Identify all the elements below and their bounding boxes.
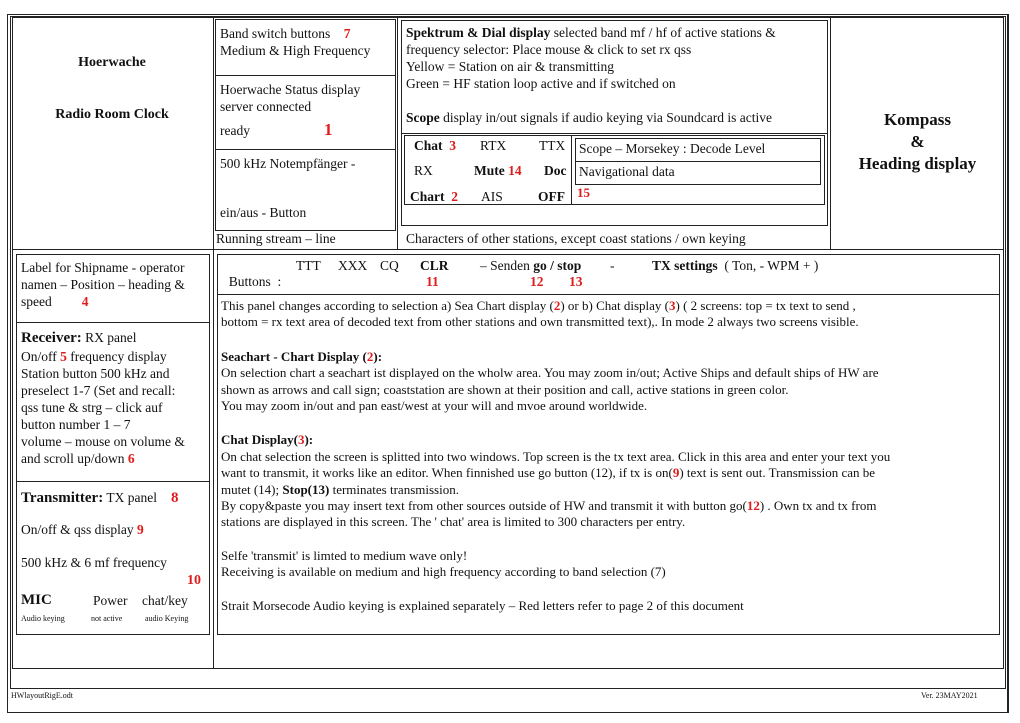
intro-text-c: ) ( 2 screens: top = tx text to send , [675,298,856,313]
status-display-panel [215,75,396,150]
spectrum-text [406,24,826,126]
seachart-heading-end: ): [373,348,383,364]
transmitter-panel[interactable] [16,481,210,635]
mute-button[interactable]: Mute [474,163,505,178]
marker-6: 6 [127,451,135,466]
tx-settings-desc: ( Ton, - WPM + ) [717,258,819,273]
intro-marker-3: 3 [669,298,676,313]
transmitter-onoff: On/off & qss display [21,522,138,537]
chat-stop-ref: Stop(13) [282,481,330,497]
footer-filename: HWlayoutRigE.odt [11,691,73,700]
seachart-text-line1: On selection chart a seachart ist displayed on the wholw area. You may zoom in/out; Active Ships and default ships of HW are [221,365,879,381]
characters-stream-line: Characters of other stations, except coast stations / own keying [406,231,746,246]
marker-1: 1 [323,120,333,139]
receiver-subtitle: RX panel [81,330,137,345]
shipname-label-line2: namen – Position – heading & [21,277,185,292]
kompass-amp: & [910,132,925,151]
marker-4: 4 [81,294,89,309]
band-switch-desc: Medium & High Frequency [220,43,371,58]
buttons-label: Buttons : [228,274,282,289]
intro-text-b: ) or b) Chat display ( [560,298,670,313]
chat-button[interactable]: Chat [414,138,443,153]
navigational-data: Navigational data [575,161,821,185]
intro-text-line2: bottom = rx text area of decoded text from other stations and own transmitted text),. In mode 2 always two screens visible. [221,314,859,330]
chat-text-line5: stations are displayed in this screen. The ' chat' area is limited to 300 characters per entry. [221,514,686,530]
kompass-title: Kompass [883,110,952,129]
power-sublabel: not active [91,614,123,623]
stop-button[interactable]: stop [557,258,582,273]
go-stop-separator: / [546,258,558,273]
receiver-title: Receiver: [21,330,82,346]
chat-text-line1: On chat selection the screen is splitted into two windows. Top screen is the tx text area. Click in this area and enter your text you [221,448,891,464]
ais-button[interactable]: AIS [481,189,503,204]
kompass-heading-display [831,17,1004,250]
intro-marker-2: 2 [553,298,561,313]
scope-desc: display in/out signals if audio keying via Soundcard is active [439,110,772,125]
marker-11: 11 [426,274,439,289]
seachart-text-line3: You may zoom in/out and pan east/west at your will and mvoe around worldwide. [221,398,648,414]
buttons-row-panel [217,254,1000,295]
clock-title: Hoerwache [78,55,146,70]
doc-button[interactable]: Doc [544,163,567,178]
marker-14: 14 [508,163,522,178]
receiver-preselect: preselect 1-7 (Set and recall: [21,383,176,398]
spectrum-divider [401,133,828,134]
band-switch-label: Band switch buttons [220,26,331,41]
chat-heading-end: ): [304,432,314,448]
note-transmit-limit: Selfe 'transmit' is limted to medium wave only! [221,547,468,563]
running-stream-line: Running stream – line [216,231,336,246]
rx-button[interactable]: RX [414,163,433,178]
xxx-button[interactable]: XXX [338,258,368,273]
status-label: Hoerwache Status display [220,82,361,97]
notempfaenger-button-label: ein/aus - Button [220,205,307,220]
band-switch-panel[interactable] [215,19,396,76]
off-button[interactable]: OFF [538,189,565,204]
spectrum-yellow-legend: Yellow = Station on air & transmitting [406,59,614,74]
chat-text-line2a: want to transmit, it works like an editor. When finnished use go button (12), if tx is on( [221,465,673,481]
spectrum-title: Spektrum & Dial display [406,25,551,40]
receiver-scroll: and scroll up/down [21,451,128,466]
seachart-heading: Seachart - Chart Display ( [221,348,367,364]
chat-text-line3a: mutet (14); [221,481,283,497]
seachart-heading-marker: 2 [366,348,374,364]
note-morsecode: Strait Morsecode Audio keying is explained separately – Red letters refer to page 2 of this document [221,597,744,613]
marker-12: 12 [530,274,544,289]
ttx-button[interactable]: TTX [539,138,566,153]
chat-heading-marker: 3 [297,432,305,448]
go-button[interactable]: go [533,258,547,273]
chart-button[interactable]: Chart [410,189,445,204]
chat-text-line4a: By copy&paste you may insert text from other sources outside of HW and transmit it with button go( [221,498,747,514]
receiver-qss-tune: qss tune & strg – click auf [21,400,163,415]
receiver-button-number: button number 1 – 7 [21,417,131,432]
heading-title: Heading display [858,154,977,173]
ttt-button[interactable]: TTT [296,258,321,273]
receiver-station-button: Station button 500 kHz and [21,366,170,381]
receiver-panel[interactable] [16,322,210,482]
receiver-frequency-display: frequency display [66,349,167,364]
transmitter-subtitle: TX panel [103,490,157,505]
chat-text-line2b: ) text is sent out. Transmission can be [679,465,876,481]
receiver-onoff: On/off [21,349,61,364]
receiver-volume: volume – mouse on volume & [21,434,185,449]
status-ready: ready [220,123,250,138]
marker-2: 2 [451,189,458,204]
tx-settings-button[interactable]: TX settings [652,258,718,273]
seachart-text-line2: shown as arrows and call sign; coaststation are shown at their position and call, active stations in green color. [221,381,789,397]
marker-5: 5 [60,349,67,364]
intro-text-a: This panel changes according to selection a) Sea Chart display ( [221,298,554,313]
transmitter-frequency: 500 kHz & 6 mf frequency [21,555,167,570]
chat-text-line4b: ) . Own tx and tx from [759,498,877,514]
clr-button[interactable]: CLR [420,258,449,273]
chat-key-button[interactable]: chat/key [142,593,188,608]
marker-13: 13 [569,274,583,289]
shipname-label-line1: Label for Shipname - operator [21,260,185,275]
scope-decode-level[interactable]: Scope – Morsekey : Decode Level [575,138,821,162]
status-server: server connected [220,99,312,114]
transmitter-title: Transmitter: [21,490,104,506]
notempfaenger-panel[interactable] [215,149,396,231]
marker-9: 9 [137,522,144,537]
marker-3: 3 [449,138,457,153]
senden-label: – Senden [480,258,534,273]
power-button[interactable]: Power [93,593,128,608]
spectrum-desc: selected band mf / hf of active stations & [550,25,776,40]
marker-10: 10 [187,573,201,588]
marker-15: 15 [577,185,590,200]
cq-button[interactable]: CQ [380,258,399,273]
spectrum-column [397,17,831,250]
marker-8: 8 [170,490,179,506]
note-receiving: Receiving is available on medium and high frequency according to band selection (7) [221,564,666,580]
mic-button[interactable]: MIC [21,592,52,608]
chat-text-line3c: terminates transmission. [329,481,459,497]
rtx-button[interactable]: RTX [480,138,507,153]
marker-7: 7 [343,26,351,41]
main-description [221,298,996,614]
spectrum-selector-desc: frequency selector: Place mouse & click to set rx qss [406,42,692,57]
mic-sublabel: Audio keying [21,614,65,623]
clock-subtitle: Radio Room Clock [55,107,169,122]
dash-separator: - [610,258,615,273]
chat-heading: Chat Display( [221,432,298,448]
chat-marker-12: 12 [746,498,760,514]
clock-panel [12,17,214,250]
chat-marker-9: 9 [672,465,680,481]
footer-version: Ver. 23MAY2021 [921,691,978,700]
spectrum-green-legend: Green = HF station loop active and if switched on [406,76,676,91]
controls-column [213,17,398,250]
notempfaenger-label: 500 kHz Notempfänger - [220,156,356,171]
chat-key-sublabel: audio Keying [145,614,189,623]
scope-title: Scope [406,110,440,125]
shipname-label-line3: speed [21,294,52,309]
shipname-panel [16,254,210,323]
